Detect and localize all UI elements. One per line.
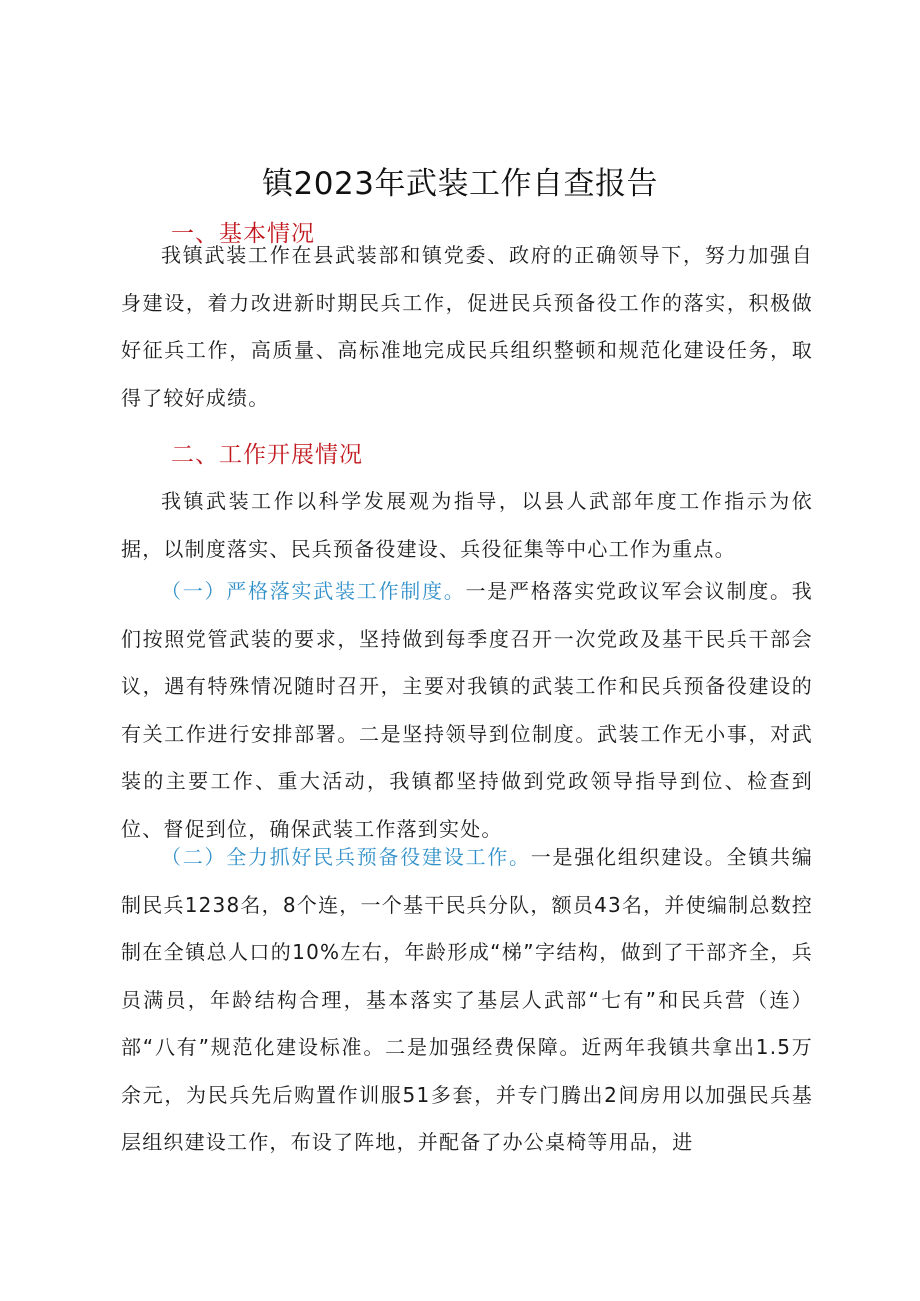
document-title: 镇2023年武装工作自查报告 [262,166,658,202]
paragraph-text: 我镇武装工作以科学发展观为指导，以县人武部年度工作指示为依据，以制度落实、民兵预备役建设、兵役征集等中心工作为重点。 [121,489,813,561]
section-heading-progress: 二、工作开展情况 [171,442,363,468]
paragraph-text: 我镇武装工作在县武装部和镇党委、政府的正确领导下，努力加强自身建设，着力改进新时期民兵工作，促进民兵预备役工作的落实，积极做好征兵工作，高质量、高标准地完成民兵组织整顿和规范化建设任务，取得了较好成绩。 [121,243,813,410]
subheading-militia: （二）全力抓好民兵预备役建设工作。 [161,845,531,869]
paragraph-text: 一是强化组织建设。全镇共编制民兵1238名，8个连，一个基干民兵分队，额员43名，并使编制总数控制在全镇总人口的10%左右，年龄形成“梯”字结构，做到了干部齐全，兵员满员，年龄结构合理，基本落实了基层人武部“七有”和民兵营（连）部“八有”规范化建设标准。二是加强经费保障。近两年我镇共拿出1.5万余元，为民兵先后购置作训服51多套，并专门腾出2间房用以加强民兵基层组织建设工作，布设了阵地，并配备了办公桌椅等用品，进 [121,845,813,1154]
paragraph-progress-intro [121,478,813,573]
paragraph-militia [121,834,813,1167]
section-heading-basic: 一、基本情况 [171,221,315,247]
subheading-system: （一）严格落实武装工作制度。 [161,579,466,603]
paragraph-text: 一是严格落实党政议军会议制度。我们按照党管武装的要求，坚持做到每季度召开一次党政及基干民兵干部会议，遇有特殊情况随时召开，主要对我镇的武装工作和民兵预备役建设的有关工作进行安排部署。二是坚持领导到位制度。武装工作无小事，对武装的主要工作、重大活动，我镇都坚持做到党政领导指导到位、检查到位、督促到位，确保武装工作落到实处。 [121,579,813,841]
paragraph-basic-situation [121,232,813,422]
paragraph-system [121,568,813,853]
